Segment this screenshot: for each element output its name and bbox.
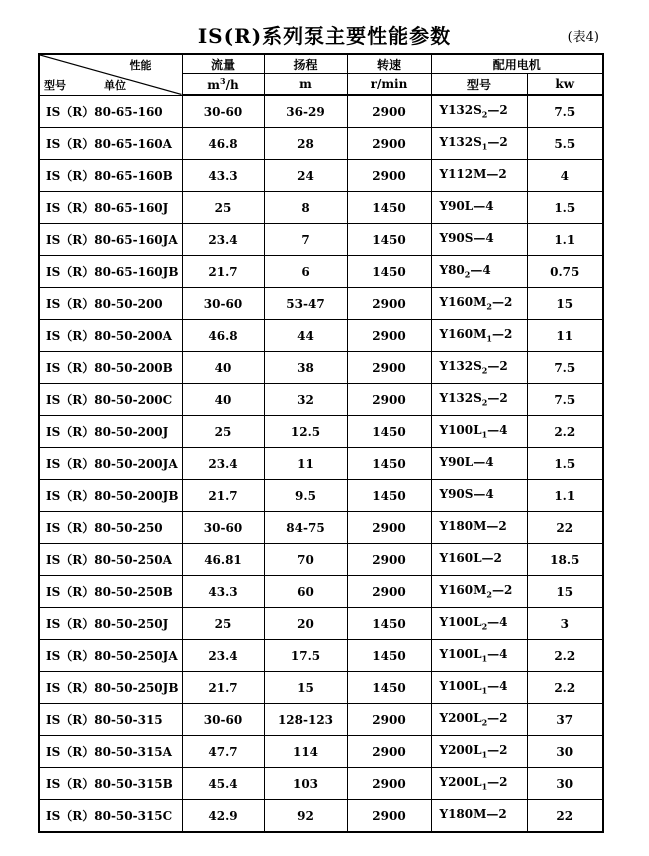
table-row	[39, 768, 603, 800]
table-row	[39, 416, 603, 448]
cell-motor-power: 2.2	[527, 640, 603, 672]
cell-head: 70	[264, 544, 347, 576]
cell-motor-model: $Y160M_2—2$	[431, 576, 527, 608]
cell-head: 9.5	[264, 480, 347, 512]
cell-flow: 43.3	[182, 160, 264, 192]
cell-speed: 2900	[347, 352, 431, 384]
cell-motor-power: 2.2	[527, 416, 603, 448]
table-row	[39, 448, 603, 480]
table-row	[39, 320, 603, 352]
cell-speed: 2900	[347, 160, 431, 192]
unit-motor-power: kw	[527, 74, 603, 96]
cell-model: IS（R）80-50-200	[39, 288, 182, 320]
cell-motor-model: $Y200L_1—2$	[431, 736, 527, 768]
header-row-top	[39, 54, 603, 74]
table-row	[39, 544, 603, 576]
cell-speed: 2900	[347, 288, 431, 320]
cell-speed: 2900	[347, 544, 431, 576]
cell-flow: 21.7	[182, 256, 264, 288]
unit-speed: r/min	[347, 74, 431, 96]
cell-head: 60	[264, 576, 347, 608]
cell-motor-power: 2.2	[527, 672, 603, 704]
page-title: IS(R)系列泵主要性能参数	[197, 24, 452, 48]
col-header-flow: 流量	[182, 54, 264, 74]
cell-model: IS（R）80-50-315	[39, 704, 182, 736]
table-row	[39, 704, 603, 736]
cell-flow: 23.4	[182, 640, 264, 672]
cell-motor-power: 7.5	[527, 95, 603, 128]
table-row	[39, 672, 603, 704]
cell-motor-model: $Y132S_2—2$	[431, 352, 527, 384]
cell-motor-model: $Y100L_1—4$	[431, 640, 527, 672]
cell-model: IS（R）80-65-160B	[39, 160, 182, 192]
cell-motor-power: 30	[527, 768, 603, 800]
cell-motor-power: 15	[527, 288, 603, 320]
unit-flow: $m^3/h$	[182, 74, 264, 96]
cell-motor-power: 4	[527, 160, 603, 192]
cell-speed: 1450	[347, 608, 431, 640]
cell-speed: 1450	[347, 480, 431, 512]
cell-head: 103	[264, 768, 347, 800]
cell-speed: 2900	[347, 800, 431, 833]
cell-flow: 43.3	[182, 576, 264, 608]
cell-flow: 30-60	[182, 512, 264, 544]
cell-head: 32	[264, 384, 347, 416]
cell-flow: 47.7	[182, 736, 264, 768]
cell-motor-power: 0.75	[527, 256, 603, 288]
cell-flow: 25	[182, 192, 264, 224]
cell-motor-model: $Y160M_1—2$	[431, 320, 527, 352]
table-row	[39, 128, 603, 160]
cell-model: IS（R）80-50-250B	[39, 576, 182, 608]
cell-model: IS（R）80-50-200JB	[39, 480, 182, 512]
cell-head: 15	[264, 672, 347, 704]
table-row	[39, 640, 603, 672]
cell-speed: 1450	[347, 416, 431, 448]
cell-motor-model: $Y160M_2—2$	[431, 288, 527, 320]
cell-flow: 46.8	[182, 320, 264, 352]
cell-flow: 25	[182, 608, 264, 640]
cell-motor-power: 22	[527, 800, 603, 833]
cell-speed: 2900	[347, 768, 431, 800]
cell-motor-model: Y160L—2	[431, 544, 527, 576]
cell-motor-power: 1.1	[527, 480, 603, 512]
cell-speed: 1450	[347, 224, 431, 256]
cell-model: IS（R）80-50-200JA	[39, 448, 182, 480]
cell-model: IS（R）80-50-315C	[39, 800, 182, 833]
cell-motor-power: 1.5	[527, 448, 603, 480]
cell-motor-power: 37	[527, 704, 603, 736]
cell-head: 12.5	[264, 416, 347, 448]
table-row	[39, 736, 603, 768]
table-row	[39, 256, 603, 288]
cell-motor-model: Y90S—4	[431, 480, 527, 512]
cell-model: IS（R）80-50-200C	[39, 384, 182, 416]
corner-label-model: 型号	[44, 78, 66, 92]
corner-label-unit: 单位	[104, 78, 126, 92]
cell-motor-power: 7.5	[527, 352, 603, 384]
cell-motor-power: 3	[527, 608, 603, 640]
cell-model: IS（R）80-50-250	[39, 512, 182, 544]
cell-flow: 30-60	[182, 704, 264, 736]
cell-motor-power: 18.5	[527, 544, 603, 576]
cell-flow: 40	[182, 352, 264, 384]
col-header-speed: 转速	[347, 54, 431, 74]
cell-head: 8	[264, 192, 347, 224]
unit-head: m	[264, 74, 347, 96]
table-row	[39, 288, 603, 320]
cell-flow: 46.8	[182, 128, 264, 160]
cell-head: 92	[264, 800, 347, 833]
cell-flow: 23.4	[182, 448, 264, 480]
cell-model: IS（R）80-50-250JA	[39, 640, 182, 672]
cell-motor-model: $Y100L_1—4$	[431, 672, 527, 704]
cell-motor-power: 11	[527, 320, 603, 352]
cell-motor-model: $Y132S_2—2$	[431, 384, 527, 416]
cell-speed: 1450	[347, 640, 431, 672]
cell-flow: 30-60	[182, 288, 264, 320]
table-row	[39, 224, 603, 256]
cell-speed: 1450	[347, 448, 431, 480]
col-header-head: 扬程	[264, 54, 347, 74]
cell-flow: 23.4	[182, 224, 264, 256]
cell-model: IS（R）80-65-160A	[39, 128, 182, 160]
cell-speed: 2900	[347, 576, 431, 608]
table-row	[39, 384, 603, 416]
table-row	[39, 352, 603, 384]
cell-speed: 2900	[347, 384, 431, 416]
cell-model: IS（R）80-50-200J	[39, 416, 182, 448]
cell-motor-model: Y112M—2	[431, 160, 527, 192]
col-header-motor: 配用电机	[431, 54, 603, 74]
cell-flow: 45.4	[182, 768, 264, 800]
cell-motor-power: 1.1	[527, 224, 603, 256]
table-body	[39, 95, 603, 832]
table-row	[39, 608, 603, 640]
cell-flow: 21.7	[182, 672, 264, 704]
cell-speed: 2900	[347, 704, 431, 736]
cell-motor-model: $Y100L_2—4$	[431, 608, 527, 640]
pump-performance-table	[38, 53, 604, 833]
cell-speed: 1450	[347, 672, 431, 704]
cell-model: IS（R）80-50-200A	[39, 320, 182, 352]
cell-head: 6	[264, 256, 347, 288]
cell-speed: 1450	[347, 192, 431, 224]
cell-flow: 40	[182, 384, 264, 416]
cell-motor-power: 5.5	[527, 128, 603, 160]
cell-motor-model: Y90S—4	[431, 224, 527, 256]
cell-model: IS（R）80-50-200B	[39, 352, 182, 384]
cell-motor-power: 15	[527, 576, 603, 608]
cell-head: 44	[264, 320, 347, 352]
unit-motor-model: 型号	[431, 74, 527, 96]
cell-head: 28	[264, 128, 347, 160]
cell-model: IS（R）80-65-160JA	[39, 224, 182, 256]
cell-model: IS（R）80-65-160JB	[39, 256, 182, 288]
cell-head: 7	[264, 224, 347, 256]
cell-motor-model: $Y132S_2—2$	[431, 95, 527, 128]
cell-head: 20	[264, 608, 347, 640]
cell-flow: 42.9	[182, 800, 264, 833]
cell-model: IS（R）80-65-160	[39, 95, 182, 128]
cell-motor-power: 30	[527, 736, 603, 768]
cell-model: IS（R）80-50-250J	[39, 608, 182, 640]
cell-head: 53-47	[264, 288, 347, 320]
cell-speed: 2900	[347, 128, 431, 160]
cell-speed: 2900	[347, 320, 431, 352]
cell-motor-model: $Y80_2—4$	[431, 256, 527, 288]
cell-flow: 25	[182, 416, 264, 448]
corner-label-performance: 性能	[129, 59, 152, 72]
cell-motor-model: Y90L—4	[431, 448, 527, 480]
cell-head: 38	[264, 352, 347, 384]
cell-model: IS（R）80-65-160J	[39, 192, 182, 224]
table-row	[39, 192, 603, 224]
table-row	[39, 480, 603, 512]
cell-model: IS（R）80-50-250A	[39, 544, 182, 576]
cell-motor-power: 22	[527, 512, 603, 544]
table-number: (表4)	[567, 30, 599, 45]
cell-motor-power: 1.5	[527, 192, 603, 224]
cell-motor-model: $Y100L_1—4$	[431, 416, 527, 448]
cell-speed: 2900	[347, 512, 431, 544]
cell-motor-power: 7.5	[527, 384, 603, 416]
corner-header-cell	[39, 54, 182, 95]
cell-speed: 1450	[347, 256, 431, 288]
cell-model: IS（R）80-50-315A	[39, 736, 182, 768]
cell-motor-model: $Y200L_1—2$	[431, 768, 527, 800]
cell-flow: 30-60	[182, 95, 264, 128]
cell-motor-model: Y90L—4	[431, 192, 527, 224]
table-row	[39, 160, 603, 192]
table-row	[39, 512, 603, 544]
table-row	[39, 800, 603, 833]
cell-model: IS（R）80-50-315B	[39, 768, 182, 800]
cell-head: 17.5	[264, 640, 347, 672]
cell-model: IS（R）80-50-250JB	[39, 672, 182, 704]
cell-speed: 2900	[347, 95, 431, 128]
cell-flow: 21.7	[182, 480, 264, 512]
cell-head: 84-75	[264, 512, 347, 544]
cell-motor-model: $Y200L_2—2$	[431, 704, 527, 736]
cell-flow: 46.81	[182, 544, 264, 576]
cell-head: 11	[264, 448, 347, 480]
cell-head: 36-29	[264, 95, 347, 128]
table-row	[39, 95, 603, 128]
table-row	[39, 576, 603, 608]
cell-speed: 2900	[347, 736, 431, 768]
cell-motor-model: Y180M—2	[431, 512, 527, 544]
cell-motor-model: Y180M—2	[431, 800, 527, 833]
cell-head: 128-123	[264, 704, 347, 736]
cell-head: 24	[264, 160, 347, 192]
cell-motor-model: $Y132S_1—2$	[431, 128, 527, 160]
cell-head: 114	[264, 736, 347, 768]
